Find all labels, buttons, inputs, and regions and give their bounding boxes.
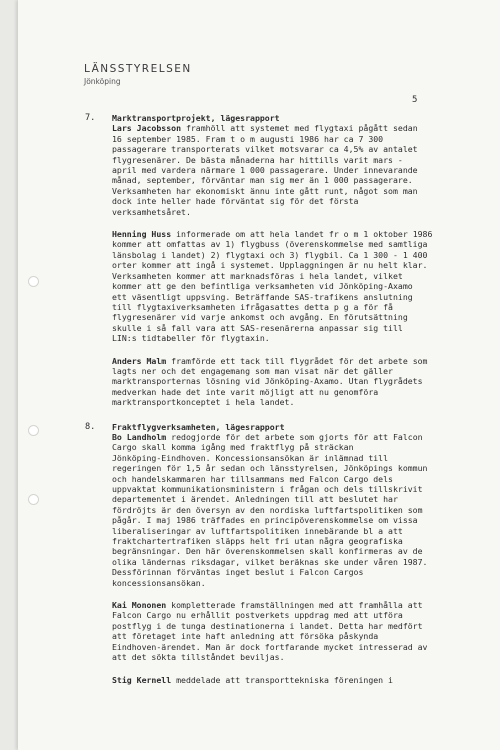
punch-hole [28,494,39,505]
punch-hole [28,276,39,287]
paragraph [112,675,472,685]
speaker-name: Lars Jacobsson [112,123,182,134]
paragraph [112,356,472,408]
paragraph-text: informerade om att hela landet fr o m 1 oktober 1986 kommer att omfattas av 1) flygbuss (överenskommelse med samtliga länsbolag i landet) 2) flygtaxi och 3) flygbil. Ca 1 300 - 1 400 orter kommer att ingå i systemet. Upplaggningen är nu helt klar. Verksamheten kommer att marknadsföras i hela landet, vilket kommer att ge den befintliga verksamheten vid Jönköping-Axamo ett väsentligt uppsving. Beträffande SAS-trafikens anslutning till flygtaxiverksamheten ifrågasattes detta p g a för få flygresenärer vid varje ankomst och avgång. En förutsättning skulle i så fall vara att SAS-resenärerna anpassar sig till LIN:s tidtabeller för flygtaxin. [112,229,433,344]
paragraph [112,432,472,588]
paragraph [112,229,472,343]
paragraph [112,123,472,217]
paragraph-text: framförde ett tack till flygrådet för det arbete som lagts ner och det engagemang som man visat när det gäller marktransporternas lösning vid Jönköping-Axamo. Utan flygrådets medverkan hade det inte varit möjligt att nu genomföra marktransportkonceptet i hela landet. [112,355,428,408]
speaker-name: Stig Kernell [112,674,172,685]
paragraph [112,600,472,662]
organization-city: Jönköping [84,77,121,86]
paragraph-text: framhöll att systemet med flygtaxi pågått sedan 16 september 1985. Fram t o m augusti 1986 har ca 7 300 passagerare transporterats vilket motsvarar ca 4,5% av antalet flygresenärer. De bästa månaderna har hittills varit mars - april med vardera närmare 1 000 passagerare. Under innevarande månad, september, förväntar man sig mer än 1 000 passagerare. Verksamheten har ekonomiskt ännu inte gått runt, något som man dock inte heller hade förväntat sig för det första verksamhetsåret. [112,123,418,217]
item-number: 8. [85,421,96,432]
paragraph-text: meddelade att transporttekniska föreningen i [171,674,393,685]
speaker-name: Henning Huss [112,229,172,240]
punch-hole [28,425,39,436]
page-number: 5 [412,95,418,105]
document-body [85,113,472,697]
agenda-item-7 [85,113,472,408]
speaker-name: Bo Landholm [112,431,167,442]
paragraph-text: kompletterade framställningen med att framhålla att Falcon Cargo nu erhållit postverkets uppdrag med att utföra postflyg i de tunga destinationerna i landet. Detta har medfört att företaget inte haft anledning att försöka påskynda Eindhoven-ärendet. Man är dock fortfarande mycket intresserad av att det sökta tillståndet beviljas. [112,600,428,663]
item-number: 7. [85,113,96,123]
speaker-name: Anders Malm [112,355,167,366]
organization-name: LÄNSSTYRELSEN [84,63,192,75]
item-heading: Marktransportprojekt, lägesrapport [112,113,280,123]
speaker-name: Kai Mononen [112,600,167,611]
paragraph-text: redogjorde för det arbete som gjorts för att Falcon Cargo skall komma igång med fraktflyg på sträckan Jönköping-Eindhoven. Koncessionsansökan är inlämnad till regeringen för 1,5 år sedan och länsstyrelsen, Jönköpings kommun och handelskammaren har tillsammans med Falcon Cargo dels uppvaktat kommunikationsministern i frågan och dels tillskrivit departementet i ärendet. Anledningen till att beslutet har fördröjts är den översyn av den nordiska luftfartspolitiken som pågår. I maj 1986 träffades en principöverenskommelse om vissa liberaliseringar av luftfartspolitiken innebärande bl a att fraktchartertrafiken släpps helt fri utan några geografiska begränsningar. Den här överenskommelsen skall konfirmeras av de olika ländernas riksdagar, vilket beräknas ske under våren 1987. Dessförinnan förväntas inget beslut i Falcon Cargos koncessionsansökan. [112,431,428,588]
item-heading: Fraktflygverksamheten, lägesrapport [112,421,285,432]
agenda-item-8 [85,421,472,685]
